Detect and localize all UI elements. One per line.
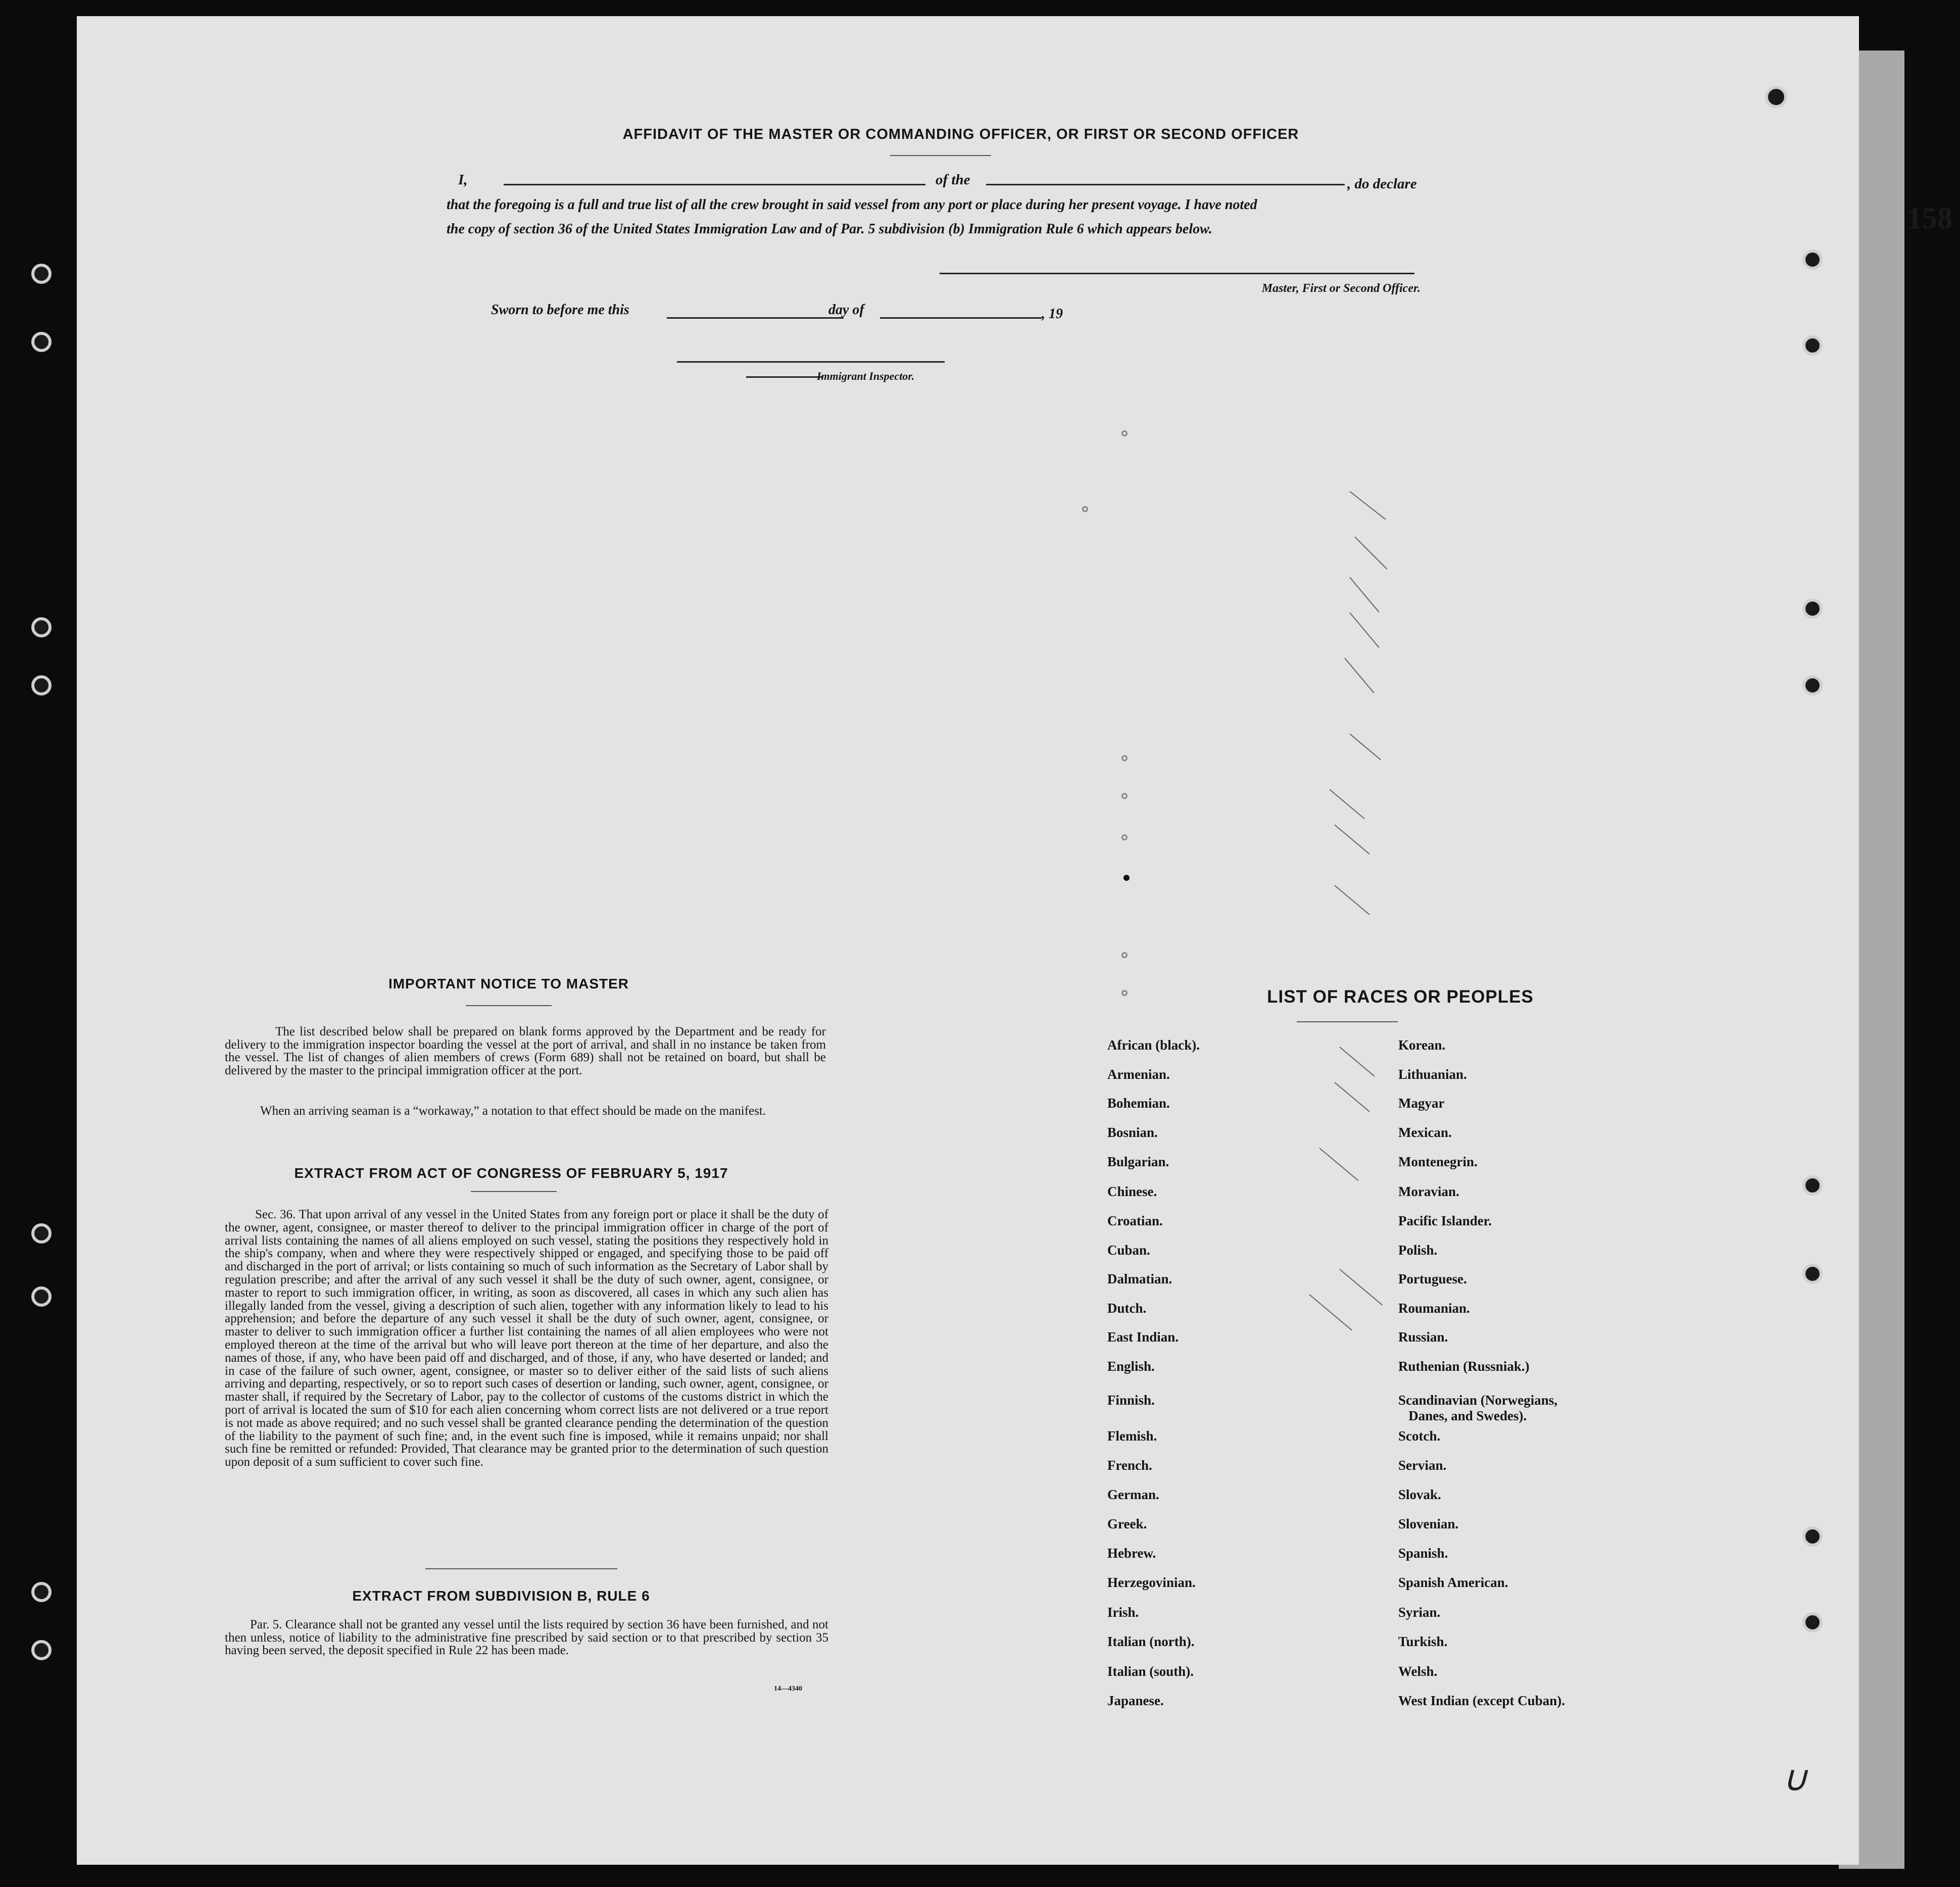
bleed-through-mark: [1082, 506, 1088, 512]
act-extract-text: Sec. 36. That upon arrival of any vessel in the United States from any foreign port or place it shall be the duty of the owner, agent, consignee, or master thereof to deliver to the principal immigration officer in charge of the port of arrival lists containing the names of all aliens employed on such vessel, stating the positions they respectively hold in the ship's company, when and where they were respectively shipped or engaged, and specifying those to be paid off and discharged in the port of arrival; or lists containing so much of such information as the Secretary of Labor shall by regulation prescribe; and after the arrival of any such vessel it shall be the duty of such owner, agent, consignee, or master to report to such immigration officer, in writing, as soon as discovered, all cases in which any such alien has illegally landed from the vessel, giving a description of such alien, together with any information likely to lead to his apprehension; and before the departure of any such vessel it shall be the duty of such owner, agent, consignee, or master to deliver to such immigration officer a further list containing the names of all alien employees who were not employed thereon at the time of the arrival but who will leave port thereon at the time of her departure, and also the names of those, if any, who have been paid off and discharged, and of those, if any, who have deserted or landed; and in case of the failure of such owner, agent, consignee, or master so to deliver either of the said lists of such aliens arriving and departing, respectively, or so to report such cases of desertion or landing, such owner, agent, consignee, or master shall, if required by the Secretary of Labor, pay to the collector of customs of the customs district in which the port of arrival is located the sum of $10 for each alien concerning whom correct lists are not delivered or a true report is not made as above required; and no such vessel shall be granted clearance pending the determination of the question of the liability to the payment of such fine; and, in the event such fine is imposed, while it remains unpaid; nor shall such fine be remitted or refunded: Provided, That clearance may be granted prior to the determination of such question upon deposit of a sum sufficient to cover such fine.: [225, 1208, 828, 1469]
punch-hole-icon: [31, 1640, 52, 1660]
punch-hole-icon: [31, 675, 52, 696]
race-right-item: Lithuanian.: [1398, 1067, 1467, 1082]
bleed-through-mark: [1334, 885, 1369, 915]
race-right-item: Scotch.: [1398, 1428, 1441, 1444]
bleed-through-mark: [1121, 952, 1128, 958]
race-right-item: Magyar: [1398, 1096, 1445, 1111]
sworn-month-line[interactable]: [880, 317, 1042, 319]
divider: [890, 155, 991, 156]
punch-hole-icon: [1802, 675, 1823, 696]
vessel-name-line[interactable]: [986, 184, 1345, 185]
punch-hole-icon: [31, 1223, 52, 1244]
divider: [466, 1005, 552, 1006]
race-left-item: Bohemian.: [1107, 1096, 1170, 1111]
race-left-item: Finnish.: [1107, 1393, 1155, 1408]
punch-hole-icon: [1802, 599, 1823, 619]
affidavit-of-the-label: of the: [936, 172, 970, 188]
bleed-through-mark: [1121, 793, 1128, 799]
bleed-through-mark: [1344, 658, 1374, 693]
race-right-item: Polish.: [1398, 1243, 1438, 1258]
race-right-item: Slovenian.: [1398, 1516, 1459, 1531]
race-left-item: African (black).: [1107, 1037, 1200, 1053]
race-left-item: German.: [1107, 1487, 1159, 1502]
race-left-item: East Indian.: [1107, 1329, 1179, 1345]
year-label: , 19: [1042, 306, 1063, 322]
rule-extract-heading: EXTRACT FROM SUBDIVISION B, RULE 6: [352, 1588, 650, 1604]
bleed-through-mark: [1123, 875, 1130, 881]
punch-hole-icon: [31, 617, 52, 637]
affidavit-line2: that the foregoing is a full and true list of all the crew brought in said vessel from any port or place during her present voyage. I have noted: [447, 197, 1257, 213]
bleed-through-mark: [1339, 1269, 1383, 1305]
race-right-item: Montenegrin.: [1398, 1154, 1478, 1169]
race-left-item: Japanese.: [1107, 1693, 1164, 1708]
punch-hole-icon: [1802, 1175, 1823, 1196]
bleed-through-mark: [1334, 1082, 1369, 1112]
race-right-item: Slovak.: [1398, 1487, 1441, 1502]
race-right-item: Spanish.: [1398, 1546, 1448, 1561]
bleed-through-mark: [1349, 491, 1386, 520]
sworn-label: Sworn to before me this: [491, 302, 629, 318]
bleed-through-mark: [1349, 733, 1381, 760]
punch-hole-icon: [31, 1582, 52, 1602]
race-left-item: Armenian.: [1107, 1067, 1170, 1082]
punch-hole-icon: [31, 264, 52, 284]
race-left-item: Dalmatian.: [1107, 1271, 1172, 1286]
bleed-through-mark: [1309, 1294, 1352, 1330]
race-right-item: Mexican.: [1398, 1125, 1452, 1140]
punch-hole-icon: [1802, 335, 1823, 356]
race-right-item: Servian.: [1398, 1458, 1447, 1473]
handwritten-mark-icon: ∪: [1782, 1760, 1808, 1799]
bleed-through-mark: [1121, 834, 1128, 840]
race-right-item: West Indian (except Cuban).: [1398, 1693, 1565, 1708]
race-right-item: Scandinavian (Norwegians, Danes, and Swedes).: [1398, 1393, 1558, 1423]
punch-hole-icon: [1802, 1612, 1823, 1632]
affidavit-line3: the copy of section 36 of the United States Immigration Law and of Par. 5 subdivision (b) Immigration Rule 6 which appears below.: [447, 221, 1212, 237]
race-left-item: Bosnian.: [1107, 1125, 1158, 1140]
affidavit-i-label: I,: [458, 172, 468, 188]
race-right-item: Portuguese.: [1398, 1271, 1467, 1286]
page-number: 158: [1907, 202, 1952, 235]
notice-paragraph-2: When an arriving seaman is a “workaway,” a notation to that effect should be made on the manifest.: [260, 1104, 766, 1118]
race-left-item: Irish.: [1107, 1605, 1139, 1620]
notice-heading: IMPORTANT NOTICE TO MASTER: [388, 976, 629, 991]
divider: [1297, 1021, 1398, 1022]
bleed-through-mark: [1354, 536, 1387, 569]
race-right-item: Roumanian.: [1398, 1301, 1470, 1316]
bleed-through-mark: [1121, 430, 1128, 436]
race-right-item: Moravian.: [1398, 1184, 1459, 1199]
race-left-item: Cuban.: [1107, 1243, 1150, 1258]
race-right-item: Syrian.: [1398, 1605, 1441, 1620]
race-left-item: Flemish.: [1107, 1428, 1157, 1444]
form-page: [77, 16, 1859, 1865]
bleed-through-mark: [1319, 1148, 1358, 1181]
affidavit-declare-label: , do declare: [1347, 176, 1417, 192]
race-left-item: Italian (south).: [1107, 1664, 1194, 1679]
race-left-item: English.: [1107, 1359, 1155, 1374]
divider: [471, 1191, 557, 1192]
inspector-signature-line[interactable]: [677, 361, 945, 363]
bleed-through-mark: [1121, 990, 1128, 996]
divider: [425, 1568, 617, 1569]
punch-hole-icon: [1802, 1264, 1823, 1284]
race-left-item: Bulgarian.: [1107, 1154, 1169, 1169]
day-of-label: day of: [828, 302, 864, 318]
race-left-item: Chinese.: [1107, 1184, 1157, 1199]
punch-hole-icon: [31, 1286, 52, 1307]
race-right-item: Pacific Islander.: [1398, 1213, 1492, 1228]
race-left-item: Croatian.: [1107, 1213, 1163, 1228]
race-right-item: Welsh.: [1398, 1664, 1438, 1679]
race-right-item: Turkish.: [1398, 1634, 1448, 1649]
race-right-item: Ruthenian (Russniak.): [1398, 1359, 1530, 1374]
race-left-item: Greek.: [1107, 1516, 1147, 1531]
bleed-through-mark: [1334, 824, 1369, 854]
races-heading: LIST OF RACES OR PEOPLES: [1267, 987, 1534, 1007]
punch-hole-icon: [1765, 86, 1787, 108]
punch-hole-icon: [1802, 1526, 1823, 1547]
race-left-item: Herzegovinian.: [1107, 1575, 1196, 1590]
act-extract-heading: EXTRACT FROM ACT OF CONGRESS OF FEBRUARY 5, 1917: [294, 1165, 728, 1181]
bleed-through-mark: [1349, 577, 1379, 612]
master-name-line[interactable]: [504, 184, 925, 185]
race-left-item: Dutch.: [1107, 1301, 1147, 1316]
bleed-through-mark: [1349, 612, 1379, 648]
punch-hole-icon: [1802, 250, 1823, 270]
inspector-label: Immigrant Inspector.: [817, 370, 915, 382]
bleed-through-mark: [1121, 755, 1128, 761]
sworn-day-line[interactable]: [667, 317, 844, 319]
master-signature-label: Master, First or Second Officer.: [1261, 282, 1420, 295]
notice-paragraph-1: The list described below shall be prepared on blank forms approved by the Department and be ready for delivery to the immigration inspector boarding the vessel at the port of arrival, and shall in no instance be taken from the vessel. The list of changes of alien members of crews (Form 689) shall not be retained on board, but shall be delivered by the master to the principal immigration officer at the port.: [225, 1025, 826, 1077]
form-number: 14—4340: [774, 1685, 802, 1693]
rule-extract-text: Par. 5. Clearance shall not be granted any vessel until the lists required by section 36 have been furnished, and not then unless, notice of liability to the administrative fine prescribed by said section or to that prescribed by section 35 having been served, the deposit specified in Rule 22 has been made.: [225, 1618, 828, 1657]
affidavit-title: AFFIDAVIT OF THE MASTER OR COMMANDING OFFICER, OR FIRST OR SECOND OFFICER: [622, 126, 1299, 142]
inspector-prefix-line: [746, 376, 822, 378]
master-signature-line[interactable]: [940, 273, 1414, 274]
race-left-item: Hebrew.: [1107, 1546, 1156, 1561]
bleed-through-mark: [1339, 1047, 1375, 1076]
race-right-item: Spanish American.: [1398, 1575, 1508, 1590]
bleed-through-mark: [1329, 789, 1364, 819]
race-left-item: French.: [1107, 1458, 1152, 1473]
race-right-item: Russian.: [1398, 1329, 1448, 1345]
punch-hole-icon: [31, 332, 52, 352]
race-left-item: Italian (north).: [1107, 1634, 1195, 1649]
race-right-item: Korean.: [1398, 1037, 1446, 1053]
